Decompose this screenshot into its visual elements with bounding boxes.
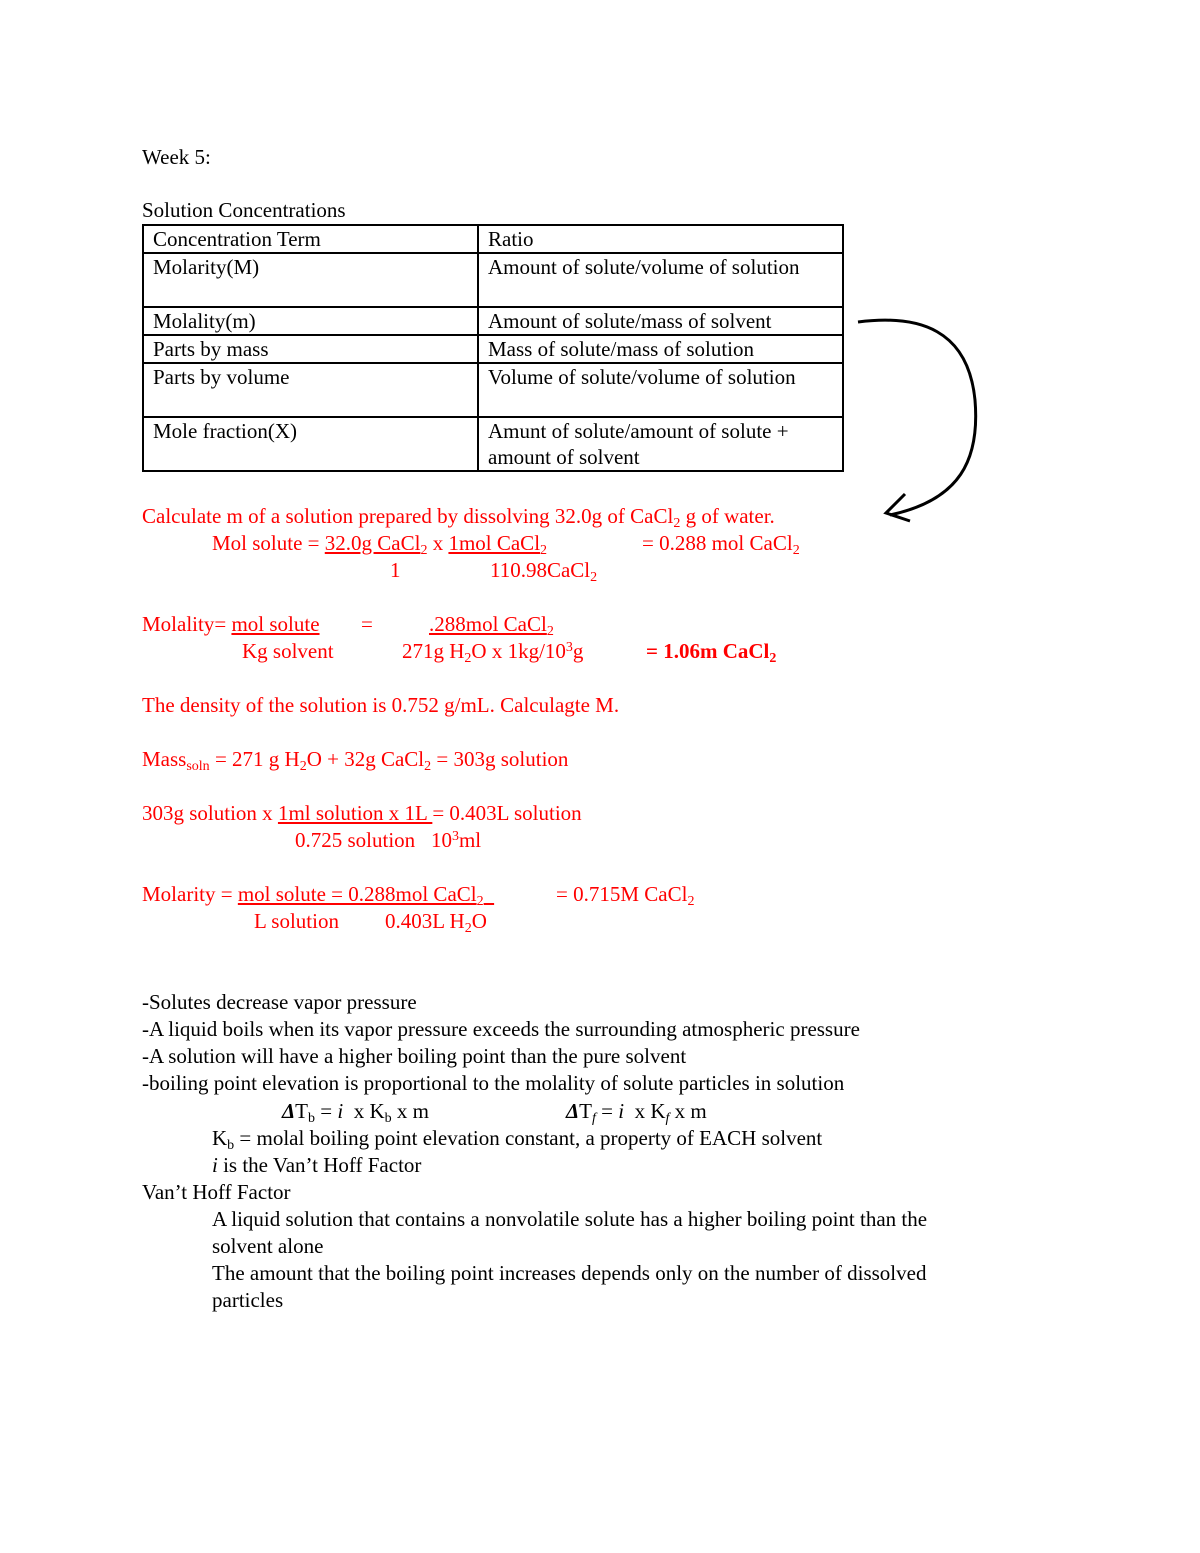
table-cell-ratio: Amount of solute/mass of solvent bbox=[478, 307, 843, 335]
concentration-table bbox=[142, 224, 844, 472]
boiling-point-formula: $\Delta T_b = i$ x $K_b$ x m bbox=[282, 1099, 429, 1126]
vant-hoff-paragraph: solvent alone bbox=[212, 1234, 324, 1258]
molarity-denominator-2: 0.403L $H_2O$ bbox=[385, 909, 487, 936]
table-cell-term: Mole fraction(X) bbox=[143, 417, 478, 471]
curved-arrow-icon bbox=[850, 310, 990, 530]
vant-hoff-paragraph: A liquid solution that contains a nonvolatile solute has a higher boiling point than the bbox=[212, 1207, 928, 1231]
note-line: -A solution will have a higher boiling point than the pure solvent bbox=[142, 1044, 687, 1068]
table-cell-ratio: Amount of solute/volume of solution bbox=[478, 253, 843, 307]
week-heading: Week 5: bbox=[142, 145, 211, 169]
freezing-point-formula: $\Delta T_f = i$ x $K_f$ x m bbox=[566, 1099, 707, 1126]
table-cell-term: Molarity(M) bbox=[143, 253, 478, 307]
note-line: -boiling point elevation is proportional to the molality of solute particles in solution bbox=[142, 1071, 845, 1095]
mol-solute-line: Mol solute = 32.0g CaCl$_2$ x 1mol CaCl$_2$ bbox=[212, 531, 548, 558]
kb-definition: $K_b$ = molal boiling point elevation constant, a property of EACH solvent bbox=[212, 1126, 823, 1153]
mol-solute-denominator: 1 bbox=[390, 558, 401, 582]
mass-solution-line: Mass$_{soln}$ = 271 g $H_2O + 32g$ CaCl$_2$ = 303g solution bbox=[142, 747, 569, 774]
molality-equals: = bbox=[361, 612, 373, 636]
note-line: -Solutes decrease vapor pressure bbox=[142, 990, 417, 1014]
volume-line: 303g solution x 1ml solution x 1L = 0.403L solution bbox=[142, 801, 582, 825]
table-row bbox=[143, 307, 843, 335]
table-row bbox=[143, 417, 843, 471]
table-row bbox=[143, 253, 843, 307]
molar-mass-denominator: 110.98CaCl$_2$ bbox=[490, 558, 598, 585]
table-cell-term: Molality(m) bbox=[143, 307, 478, 335]
molality-result: = 1.06m CaCl$_2$ bbox=[646, 639, 777, 666]
molality-denominator-2: 271g $H_2O$ x $1kg/10^3g$ bbox=[402, 639, 584, 666]
problem-question: Calculate m of a solution prepared by dissolving 32.0g of CaCl$_2$ g of water. bbox=[142, 504, 775, 531]
i-definition: i is the Van’t Hoff Factor bbox=[212, 1153, 422, 1177]
table-cell-ratio: Mass of solute/mass of solution bbox=[478, 335, 843, 363]
table-header: Ratio bbox=[478, 225, 843, 253]
table-row bbox=[143, 363, 843, 417]
volume-denominator: 0.725 solution $10^3ml$ bbox=[295, 828, 482, 852]
molality-numerator: .288mol CaCl$_2$ bbox=[429, 612, 554, 639]
note-line: -A liquid boils when its vapor pressure exceeds the surrounding atmospheric pressure bbox=[142, 1017, 860, 1041]
molarity-line: Molarity = mol solute = 0.288mol CaCl$_2$ bbox=[142, 882, 484, 909]
table-cell-term: Parts by volume bbox=[143, 363, 478, 417]
mol-solute-result: = 0.288 mol CaCl$_2$ bbox=[642, 531, 800, 558]
molality-line: Molality= mol solute bbox=[142, 612, 320, 636]
table-cell-ratio: Amunt of solute/amount of solute + amount of solvent bbox=[478, 417, 843, 471]
molarity-result: = 0.715M CaCl$_2$ bbox=[556, 882, 695, 909]
molarity-denominator: L solution bbox=[254, 909, 339, 933]
table-cell-term: Parts by mass bbox=[143, 335, 478, 363]
vant-hoff-paragraph: particles bbox=[212, 1288, 284, 1312]
table-header-row bbox=[143, 225, 843, 253]
table-header: Concentration Term bbox=[143, 225, 478, 253]
vant-hoff-title: Van’t Hoff Factor bbox=[142, 1180, 291, 1204]
molality-denominator: Kg solvent bbox=[242, 639, 334, 663]
section-title: Solution Concentrations bbox=[142, 198, 346, 222]
density-line: The density of the solution is 0.752 g/mL. Calculagte M. bbox=[142, 693, 620, 717]
vant-hoff-paragraph: The amount that the boiling point increases depends only on the number of dissolved bbox=[212, 1261, 927, 1285]
table-cell-ratio: Volume of solute/volume of solution bbox=[478, 363, 843, 417]
table-row bbox=[143, 335, 843, 363]
